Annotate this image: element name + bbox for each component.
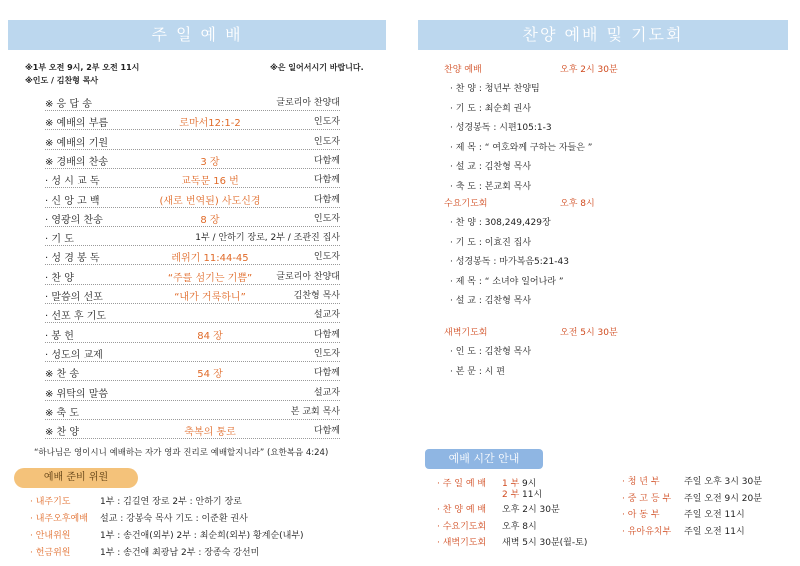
schedule-part-2: 2 부 — [502, 490, 520, 500]
service-time-note: ※1부 오전 9시, 2부 오전 11시 — [25, 63, 140, 72]
order-item-leader: 다함께 — [313, 194, 340, 205]
order-row — [45, 304, 340, 323]
order-row — [45, 189, 340, 208]
order-item-detail: 레위기 11:44-45 — [171, 253, 249, 265]
order-item-name: · 성 경 봉 독 — [45, 253, 100, 265]
order-item-name: ※ 위탁의 말씀 — [45, 388, 109, 400]
order-item-name: ※ 찬 양 — [45, 427, 80, 439]
section-item: · 제 목 : “ 소녀야 일어나라 ” — [450, 276, 564, 287]
schedule-time: 오후 2시 30분 — [502, 505, 560, 515]
order-item-detail: 8 장 — [200, 214, 220, 226]
prep-label: · 헌금위원 — [30, 548, 71, 558]
order-item-leader: 글로리아 찬양대 — [276, 98, 340, 108]
order-item-leader: 다함께 — [313, 368, 340, 379]
order-item-leader: 다함께 — [313, 329, 340, 340]
order-item-name: · 선포 후 기도 — [45, 311, 107, 323]
order-item-detail: 84 장 — [197, 330, 223, 342]
verse-quote: “하나님은 영이시니 예배하는 자가 영과 진리로 예배할지니라” (요한복음 4:24) — [34, 448, 329, 458]
section-item: · 성경봉독 : 마가복음5:21-43 — [450, 257, 569, 267]
prep-label: · 내주오후예배 — [30, 514, 88, 524]
order-item-detail: 축복의 통로 — [184, 427, 236, 439]
order-item-leader: 인도자 — [313, 117, 340, 128]
schedule-time-1: 9시 — [522, 479, 537, 489]
section-item: · 축 도 : 본교회 목사 — [450, 181, 532, 192]
schedule-part-1: 1 부 — [502, 479, 520, 489]
right-page-title-banner — [418, 20, 788, 50]
schedule-label: · 청 년 부 — [622, 477, 660, 487]
section-item: · 제 목 : “ 여호와께 구하는 자들은 ” — [450, 142, 593, 153]
prep-label: · 내주기도 — [30, 497, 71, 507]
order-row — [45, 266, 340, 285]
schedule-label: · 아 동 부 — [622, 510, 660, 520]
section-item: · 설 교 : 김찬형 목사 — [450, 162, 532, 172]
schedule-time: 주일 오전 9시 20분 — [684, 493, 762, 504]
schedule-label: · 유아유치부 — [622, 526, 672, 537]
order-item-leader: 인도자 — [313, 252, 340, 263]
order-item-detail: 54 장 — [197, 369, 223, 381]
order-row — [45, 246, 340, 265]
section-item: · 찬 양 : 청년부 찬양팀 — [450, 84, 540, 94]
order-item-leader: 글로리아 찬양대 — [276, 271, 340, 282]
schedule-title: 예배 시간 안내 — [448, 452, 520, 465]
order-item-leader: 본 교회 목사 — [290, 406, 340, 417]
section-title: 새벽기도회 — [444, 328, 488, 338]
order-item-name: · 성도의 교제 — [45, 349, 103, 361]
section-time: 오후 8시 — [560, 199, 595, 209]
order-item-detail: 교독문 16 번 — [181, 176, 239, 188]
schedule-badge — [425, 449, 543, 469]
schedule-label: · 중 고 등 부 — [622, 493, 672, 504]
right-page-title: 찬양 예배 및 기도회 — [522, 25, 684, 44]
order-row — [45, 92, 340, 111]
order-row — [45, 362, 340, 381]
prep-text: 1부 : 김길연 장로 2부 : 안하기 장로 — [100, 497, 242, 507]
section-time: 오후 2시 30분 — [560, 65, 618, 75]
order-item-detail: “내가 거룩하니” — [174, 292, 246, 303]
section-item: · 기 도 : 최순희 권사 — [450, 103, 532, 114]
schedule-time: 주일 오전 11시 — [684, 526, 745, 537]
order-item-leader: 인도자 — [313, 348, 340, 359]
order-item-leader: 다함께 — [313, 155, 340, 166]
order-item-leader: 1부 / 안하기 장로, 2부 / 조관진 집사 — [195, 233, 340, 244]
order-row — [45, 131, 340, 150]
order-item-name: · 영광의 찬송 — [45, 214, 103, 226]
prep-text: 설교 : 강봉숙 목사 기도 : 이준환 권사 — [100, 514, 248, 524]
prep-text: 1부 : 송건애(외부) 2부 : 최순희(외부) 황계순(내부) — [100, 531, 304, 541]
order-item-leader: 다함께 — [313, 175, 340, 186]
order-item-detail: (새로 번역된) 사도신경 — [159, 195, 261, 207]
section-title: 찬양 예배 — [444, 65, 482, 75]
schedule-time: 주일 오후 3시 30분 — [684, 477, 762, 487]
left-page-title-banner — [8, 20, 386, 50]
order-item-leader: 인도자 — [313, 213, 340, 224]
order-row — [45, 343, 340, 362]
order-item-name: ※ 예배의 부름 — [45, 118, 109, 130]
order-item-name: ※ 예배의 기원 — [45, 137, 109, 149]
left-page-title: 주 일 예 배 — [151, 25, 243, 44]
prep-committee-title: 예배 준비 위원 — [43, 472, 109, 483]
schedule-time: 주일 오전 11시 — [684, 510, 745, 520]
section-item: · 찬 양 : 308,249,429장 — [450, 218, 551, 228]
section-title: 수요기도회 — [444, 199, 488, 209]
order-item-detail: “주를 섬기는 기쁨” — [167, 272, 253, 284]
order-row — [45, 382, 340, 401]
order-row — [45, 208, 340, 227]
section-item: · 본 문 : 시 편 — [450, 366, 505, 377]
order-row — [45, 150, 340, 169]
order-row — [45, 169, 340, 188]
order-item-name: · 기 도 — [45, 234, 74, 246]
order-item-name: ※ 응 답 송 — [45, 99, 92, 110]
section-item: · 기 도 : 이효진 집사 — [450, 237, 532, 248]
schedule-label: · 주 일 예 배 — [437, 479, 487, 489]
order-item-leader: 다함께 — [313, 426, 340, 437]
section-item: · 설 교 : 김찬형 목사 — [450, 296, 532, 306]
order-row — [45, 420, 340, 439]
order-row — [45, 227, 340, 246]
order-item-name: ※ 축 도 — [45, 407, 80, 419]
order-row — [45, 285, 340, 304]
order-item-name: · 찬 양 — [45, 272, 74, 284]
order-item-name: ※ 찬 송 — [45, 369, 80, 381]
schedule-label: · 새벽기도회 — [437, 538, 487, 548]
order-row — [45, 324, 340, 343]
order-item-detail: 3 장 — [200, 156, 220, 168]
schedule-time-2: 11시 — [522, 490, 543, 500]
order-item-leader: 설교자 — [313, 387, 340, 398]
schedule-label: · 찬 양 예 배 — [437, 505, 487, 515]
schedule-label: · 수요기도회 — [437, 522, 487, 532]
order-item-leader: 인도자 — [313, 136, 340, 147]
leader-note: ※인도 / 김찬형 목사 — [25, 76, 99, 85]
order-row — [45, 111, 340, 130]
section-item: · 성경봉독 : 시편105:1-3 — [450, 123, 552, 133]
order-row — [45, 401, 340, 420]
order-item-leader: 설교자 — [313, 310, 340, 321]
order-item-name: · 신 앙 고 백 — [45, 195, 100, 207]
order-item-name: · 말씀의 선포 — [45, 292, 103, 303]
order-item-name: · 성 시 교 독 — [45, 176, 100, 188]
prep-committee-badge — [14, 468, 138, 488]
order-item-detail: 로마서12:1-2 — [179, 118, 241, 130]
section-time: 오전 5시 30분 — [560, 328, 618, 338]
order-item-name: · 봉 헌 — [45, 330, 74, 342]
order-item-leader: 김찬형 목사 — [293, 291, 340, 301]
prep-text: 1부 : 송건애 최광남 2부 : 장종숙 강선미 — [100, 548, 260, 558]
prep-label: · 안내위원 — [30, 531, 71, 541]
schedule-time: 새벽 5시 30분(월-토) — [502, 538, 588, 548]
schedule-time: 오후 8시 — [502, 522, 537, 532]
stand-note: ※은 일어서시기 바랍니다. — [270, 63, 364, 72]
section-item: · 인 도 : 김찬형 목사 — [450, 347, 532, 357]
order-item-name: ※ 경배의 찬송 — [45, 156, 109, 168]
